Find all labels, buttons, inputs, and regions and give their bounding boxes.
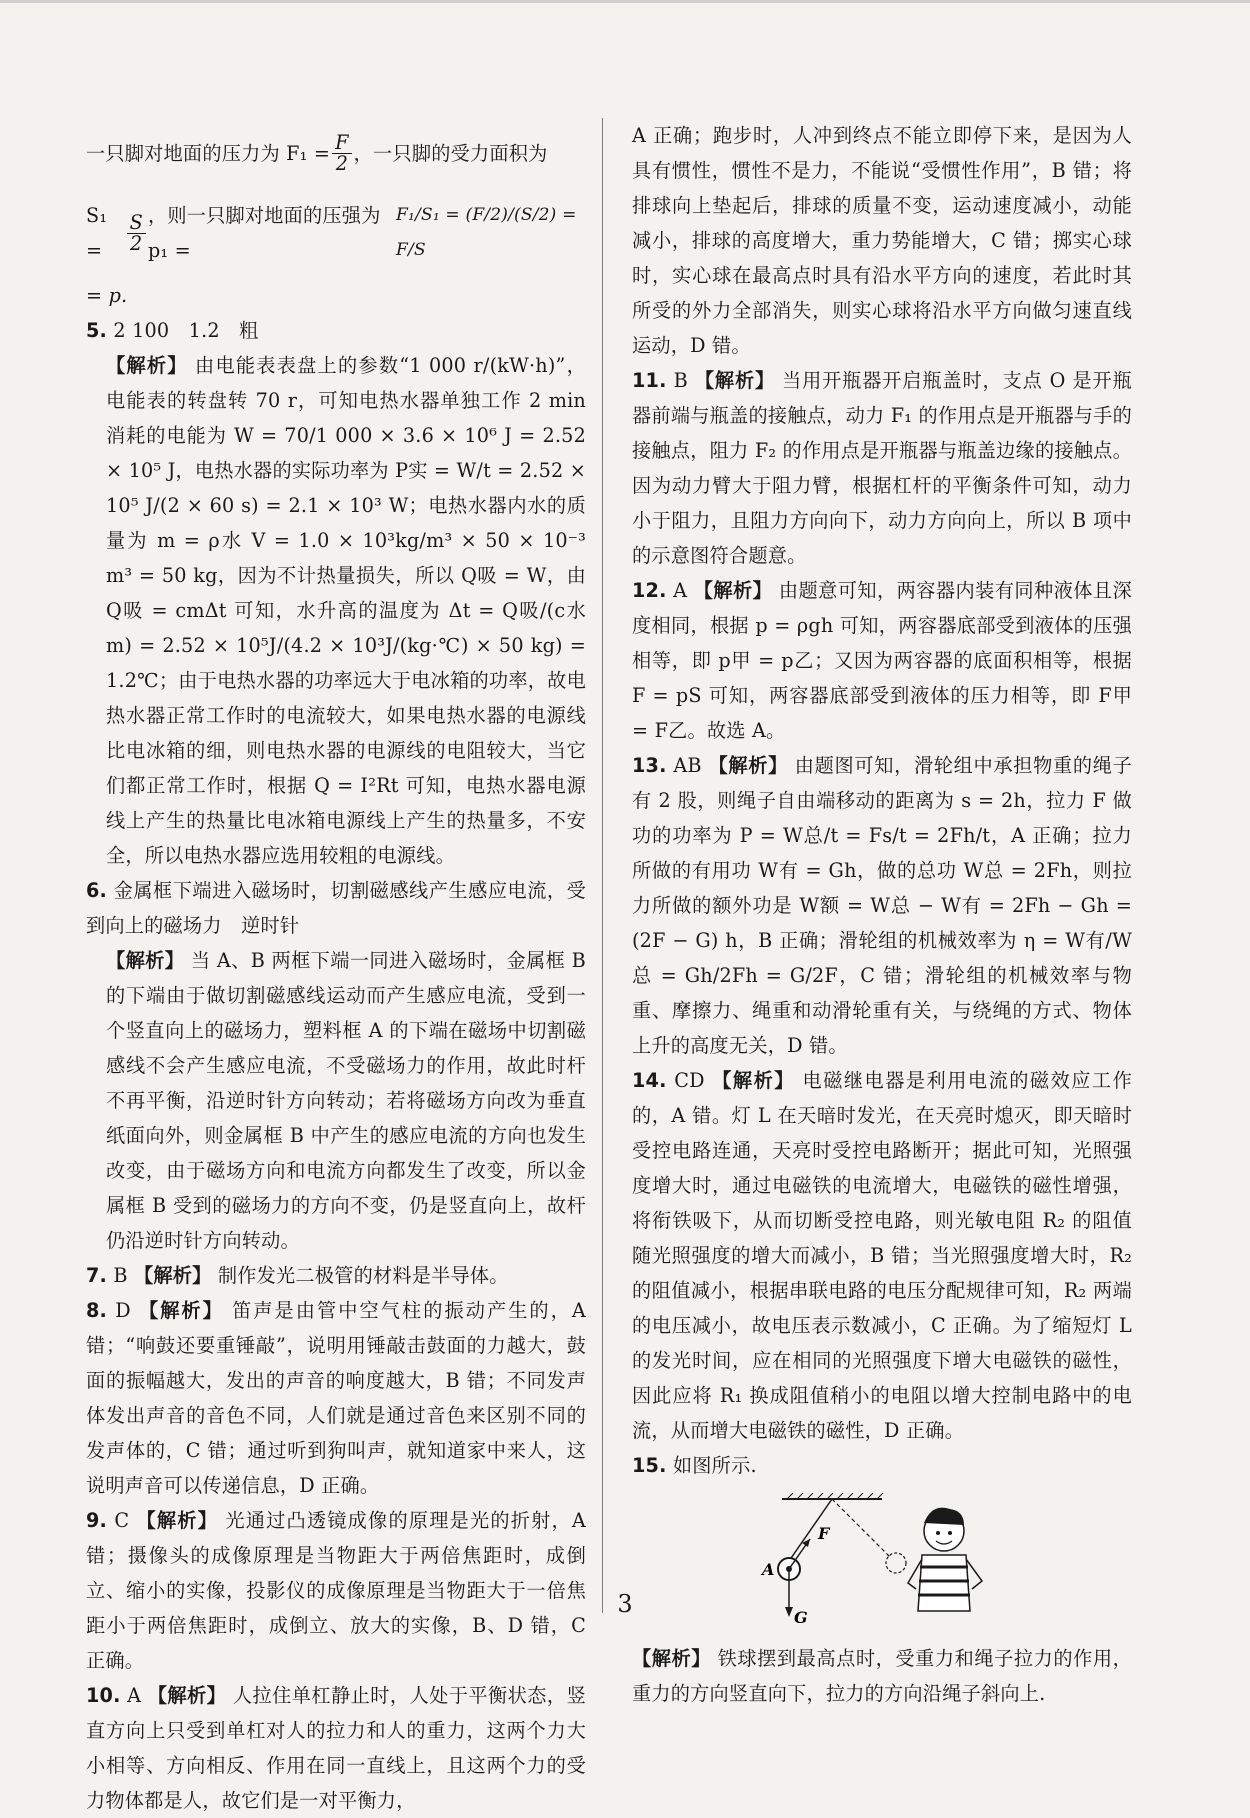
left-column	[86, 118, 586, 1818]
q9-number: 9.	[86, 1509, 108, 1532]
q4-pressure-formula: F₁/S₁ = (F/2)/(S/2) = F/S	[396, 205, 577, 260]
frac-num: F	[332, 133, 352, 154]
frac-den: 2	[130, 231, 143, 255]
q11-analysis-tag: 【解析】	[694, 369, 776, 392]
q8-answer: D	[115, 1299, 131, 1322]
q5-analysis	[86, 348, 586, 873]
q15-analysis-text: 铁球摆到最高点时，受重力和绳子拉力的作用，重力的方向竖直向下，拉力的方向沿绳子斜向上.	[632, 1647, 1132, 1705]
q5-number: 5.	[86, 319, 108, 342]
q14-analysis-tag: 【解析】	[712, 1069, 795, 1092]
q12-analysis-tag: 【解析】	[693, 579, 773, 602]
q8-analysis-text: 笛声是由管中空气柱的振动产生的，A 错；“响鼓还要重锤敲”，说明用锤敲击鼓面的力越大，鼓面的振幅越大，发出的声音的响度越大，B 错；不同发声体发出声音的音色不同，人们就是通过音色来区别不同的发声体的，C 错；通过听到狗叫声，就知道家中来人，这说明声音可以传递信息，D 正确。	[86, 1299, 586, 1497]
q7-answer: B	[113, 1264, 128, 1287]
q10-answer: A	[127, 1684, 142, 1707]
q12-analysis-text: 由题意可知，两容器内装有同种液体且深度相同，根据 p = ρgh 可知，两容器底部受到液体的压强相等，即 p甲 = p乙；又因为两容器的底面积相等，根据 F = pS 可知，两容器底部受到液体的压力相等，即 F甲 = F乙。故选 A。	[632, 579, 1132, 742]
q11-answer: B	[673, 369, 688, 392]
label-g: G	[794, 1608, 808, 1627]
q10-line	[86, 1678, 586, 1818]
q12-line	[632, 573, 1132, 748]
q6-analysis-tag: 【解析】	[106, 949, 185, 972]
q10-analysis-tag: 【解析】	[147, 1684, 227, 1707]
q15-answer: 如图所示.	[672, 1454, 757, 1477]
frac-num: S	[127, 213, 146, 234]
q5-analysis-tag: 【解析】	[106, 354, 188, 377]
ceiling-hatch	[782, 1493, 883, 1499]
right-column	[632, 118, 1132, 1711]
q4-formula-line-2	[86, 188, 586, 278]
column-divider	[602, 118, 603, 1613]
q11-number: 11.	[632, 369, 667, 392]
q8-number: 8.	[86, 1299, 108, 1322]
q5-answer: 2 100 1.2 粗	[113, 319, 259, 342]
page-top-rule	[0, 0, 1250, 3]
q14-number: 14.	[632, 1069, 667, 1092]
q6-analysis	[86, 943, 586, 1258]
q15-analysis-tag: 【解析】	[632, 1647, 711, 1670]
q7-analysis-tag: 【解析】	[133, 1264, 212, 1287]
q4-result: = p.	[86, 284, 128, 307]
q6-answer: 金属框下端进入磁场时，切割磁感线产生感应电流，受到向上的磁场力 逆时针	[86, 879, 586, 937]
q9-answer: C	[114, 1509, 130, 1532]
q10-number: 10.	[86, 1684, 121, 1707]
q12-number: 12.	[632, 579, 667, 602]
q14-answer: CD	[674, 1069, 705, 1092]
q15-analysis	[632, 1641, 1132, 1711]
q7-number: 7.	[86, 1264, 108, 1287]
q6-analysis-text: 当 A、B 两框下端一同进入磁场时，金属框 B 的下端由于做切割磁感线运动而产生感应电流，受到一个竖直向上的磁场力，塑料框 A 的下端在磁场中切割磁感线不会产生感应电流，不受磁场力的作用，故此时杆不再平衡，沿逆时针方向转动；若将磁场方向改为垂直纸面向外，则金属框 B 中产生的感应电流的方向也发生改变，由于磁场方向和电流方向都发生了改变，所以金属框 B 受到的磁场力的方向不变，仍是竖直向上，故杆仍沿逆时针方向转动。	[106, 949, 586, 1252]
q13-analysis-tag: 【解析】	[708, 754, 788, 777]
label-a: A	[762, 1560, 775, 1579]
q13-analysis-text: 由题图可知，滑轮组中承担物重的绳子有 2 股，则绳子自由端移动的距离为 s = 2h，拉力 F 做功的功率为 P = W总/t = Fs/t = 2Fh/t，A 正确；拉力所做的有用功 W有 = Gh，做的总功 W总 = 2Fh，则拉力所做的额外功是 W额 = W总 − W有 = 2Fh − Gh = (2F − G) h，B 正确；滑轮组的机械效率为 η = W有/W总 = Gh/2Fh = G/2F，C 错；滑轮组的机械效率与物重、摩擦力、绳重和动滑轮重有关，与绕绳的方式、物体上升的高度无关，D 错。	[632, 754, 1132, 1057]
q6-answer-line	[86, 873, 586, 943]
page-number: 3	[617, 1590, 633, 1618]
q4-frac-f-over-2	[332, 130, 352, 175]
q15-number: 15.	[632, 1454, 667, 1477]
q13-number: 13.	[632, 754, 667, 777]
rope-dashed	[832, 1499, 890, 1557]
q5-analysis-text: 由电能表表盘上的参数“1 000 r/(kW·h)”，电能表的转盘转 70 r，可知电热水器单独工作 2 min 消耗的电能为 W = 70/1 000 × 3.6 × 10⁶ J = 2.52 × 10⁵ J，电热水器的实际功率为 P实 = W/t = 2.52 × 10⁵ J/(2 × 60 s) = 2.1 × 10³ W；电热水器内水的质量为 m = ρ水 V = 1.0 × 10³kg/m³ × 50 × 10⁻³ m³ = 50 kg，因为不计热量损失，所以 Q吸 = W，由 Q吸 = cmΔt 可知，水升高的温度为 Δt = Q吸/(c水 m) = 2.52 × 10⁵J/(4.2 × 10³J/(kg·℃) × 50 kg) = 1.2℃；由于电热水器的功率远大于电冰箱的功率，故电热水器正常工作时的电流较大，如果电热水器的电源线比电冰箱的细，则电热水器的电源线的电阻较大，当它们都正常工作时，根据 Q = I²Rt 可知，电热水器电源线上产生的热量比电冰箱电源线上产生的热量多，不安全，所以电热水器应选用较粗的电源线。	[106, 354, 586, 867]
q4-text-a: 一只脚对地面的压力为 F₁ =	[86, 141, 331, 165]
q9-analysis-text: 光通过凸透镜成像的原理是光的折射，A 错；摄像头的成像原理是当物距大于两倍焦距时，成倒立、缩小的实像，投影仪的成像原理是当物距大于一倍焦距小于两倍焦距时，成倒立、放大的实像，B、D 错，C 正确。	[86, 1509, 586, 1672]
q15-answer-line	[632, 1448, 1132, 1483]
q11-analysis-text: 当用开瓶器开启瓶盖时，支点 O 是开瓶器前端与瓶盖的接触点，动力 F₁ 的作用点是开瓶器与手的接触点，阻力 F₂ 的作用点是开瓶器与瓶盖边缘的接触点。因为动力臂大于阻力臂，根据杠杆的平衡条件可知，动力小于阻力，且阻力方向向下，动力方向向上，所以 B 项中的示意图符合题意。	[632, 369, 1132, 567]
q9-analysis-tag: 【解析】	[136, 1509, 219, 1532]
q4-text-d: ，则一只脚对地面的压强为 p₁ =	[147, 204, 381, 262]
q13-answer: AB	[673, 754, 702, 777]
q12-answer: A	[673, 579, 688, 602]
q8-line	[86, 1293, 586, 1503]
q10-analysis-text: 人拉住单杠静止时，人处于平衡状态，竖直方向上只受到单杠对人的拉力和人的重力，这两个力大小相等、方向相反、作用在同一直线上，且这两个力的受力物体都是人，故它们是一对平衡力，	[86, 1684, 586, 1812]
q13-line	[632, 748, 1132, 1063]
frac-den: 2	[335, 151, 349, 175]
q7-analysis-text: 制作发光二极管的材料是半导体。	[217, 1264, 509, 1287]
q4-text-b: ，一只脚的受力面积为	[353, 141, 548, 165]
q4-formula-line-1	[86, 118, 586, 188]
q14-line	[632, 1063, 1132, 1448]
q8-analysis-tag: 【解析】	[138, 1299, 224, 1322]
q14-analysis-text: 电磁继电器是利用电流的磁效应工作的，A 错。灯 L 在天暗时发光，在天亮时熄灭，即天暗时受控电路连通，天亮时受控电路断开；据此可知，光照强度增大时，通过电磁铁的电流增大，电磁铁的磁性增强，将衔铁吸下，从而切断受控电路，则光敏电阻 R₂ 的阻值随光照强度的增大而减小，B 错；当光照强度增大时，R₂ 的阻值减小，根据串联电路的电压分配规律可知，R₂ 两端的电压减小，故电压表示数减小，C 正确。为了缩短灯 L 的发光时间，应在相同的光照强度下增大电磁铁的磁性，因此应将 R₁ 换成阻值稍小的电阻以增大控制电路中的电流，从而增大电磁铁的磁性，D 正确。	[632, 1069, 1132, 1442]
q11-line	[632, 363, 1132, 573]
label-f: F	[818, 1524, 830, 1543]
q6-number: 6.	[86, 879, 108, 902]
q5-answer-line	[86, 313, 586, 348]
q4-frac-s-over-2	[127, 210, 146, 255]
q7-line	[86, 1258, 586, 1293]
q4-text-c: S₁ =	[86, 204, 108, 262]
q10-analysis-continued: A 正确；跑步时，人冲到终点不能立即停下来，是因为人具有惯性，惯性不是力，不能说“受惯性作用”，B 错；将排球向上垫起后，排球的质量不变，运动速度减小，动能减小，排球的高度增大，重力势能增大，C 错；掷实心球时，实心球在最高点时具有沿水平方向的速度，若此时其所受的外力全部消失，则实心球将沿水平方向做匀速直线运动，D 错。	[632, 124, 1132, 357]
